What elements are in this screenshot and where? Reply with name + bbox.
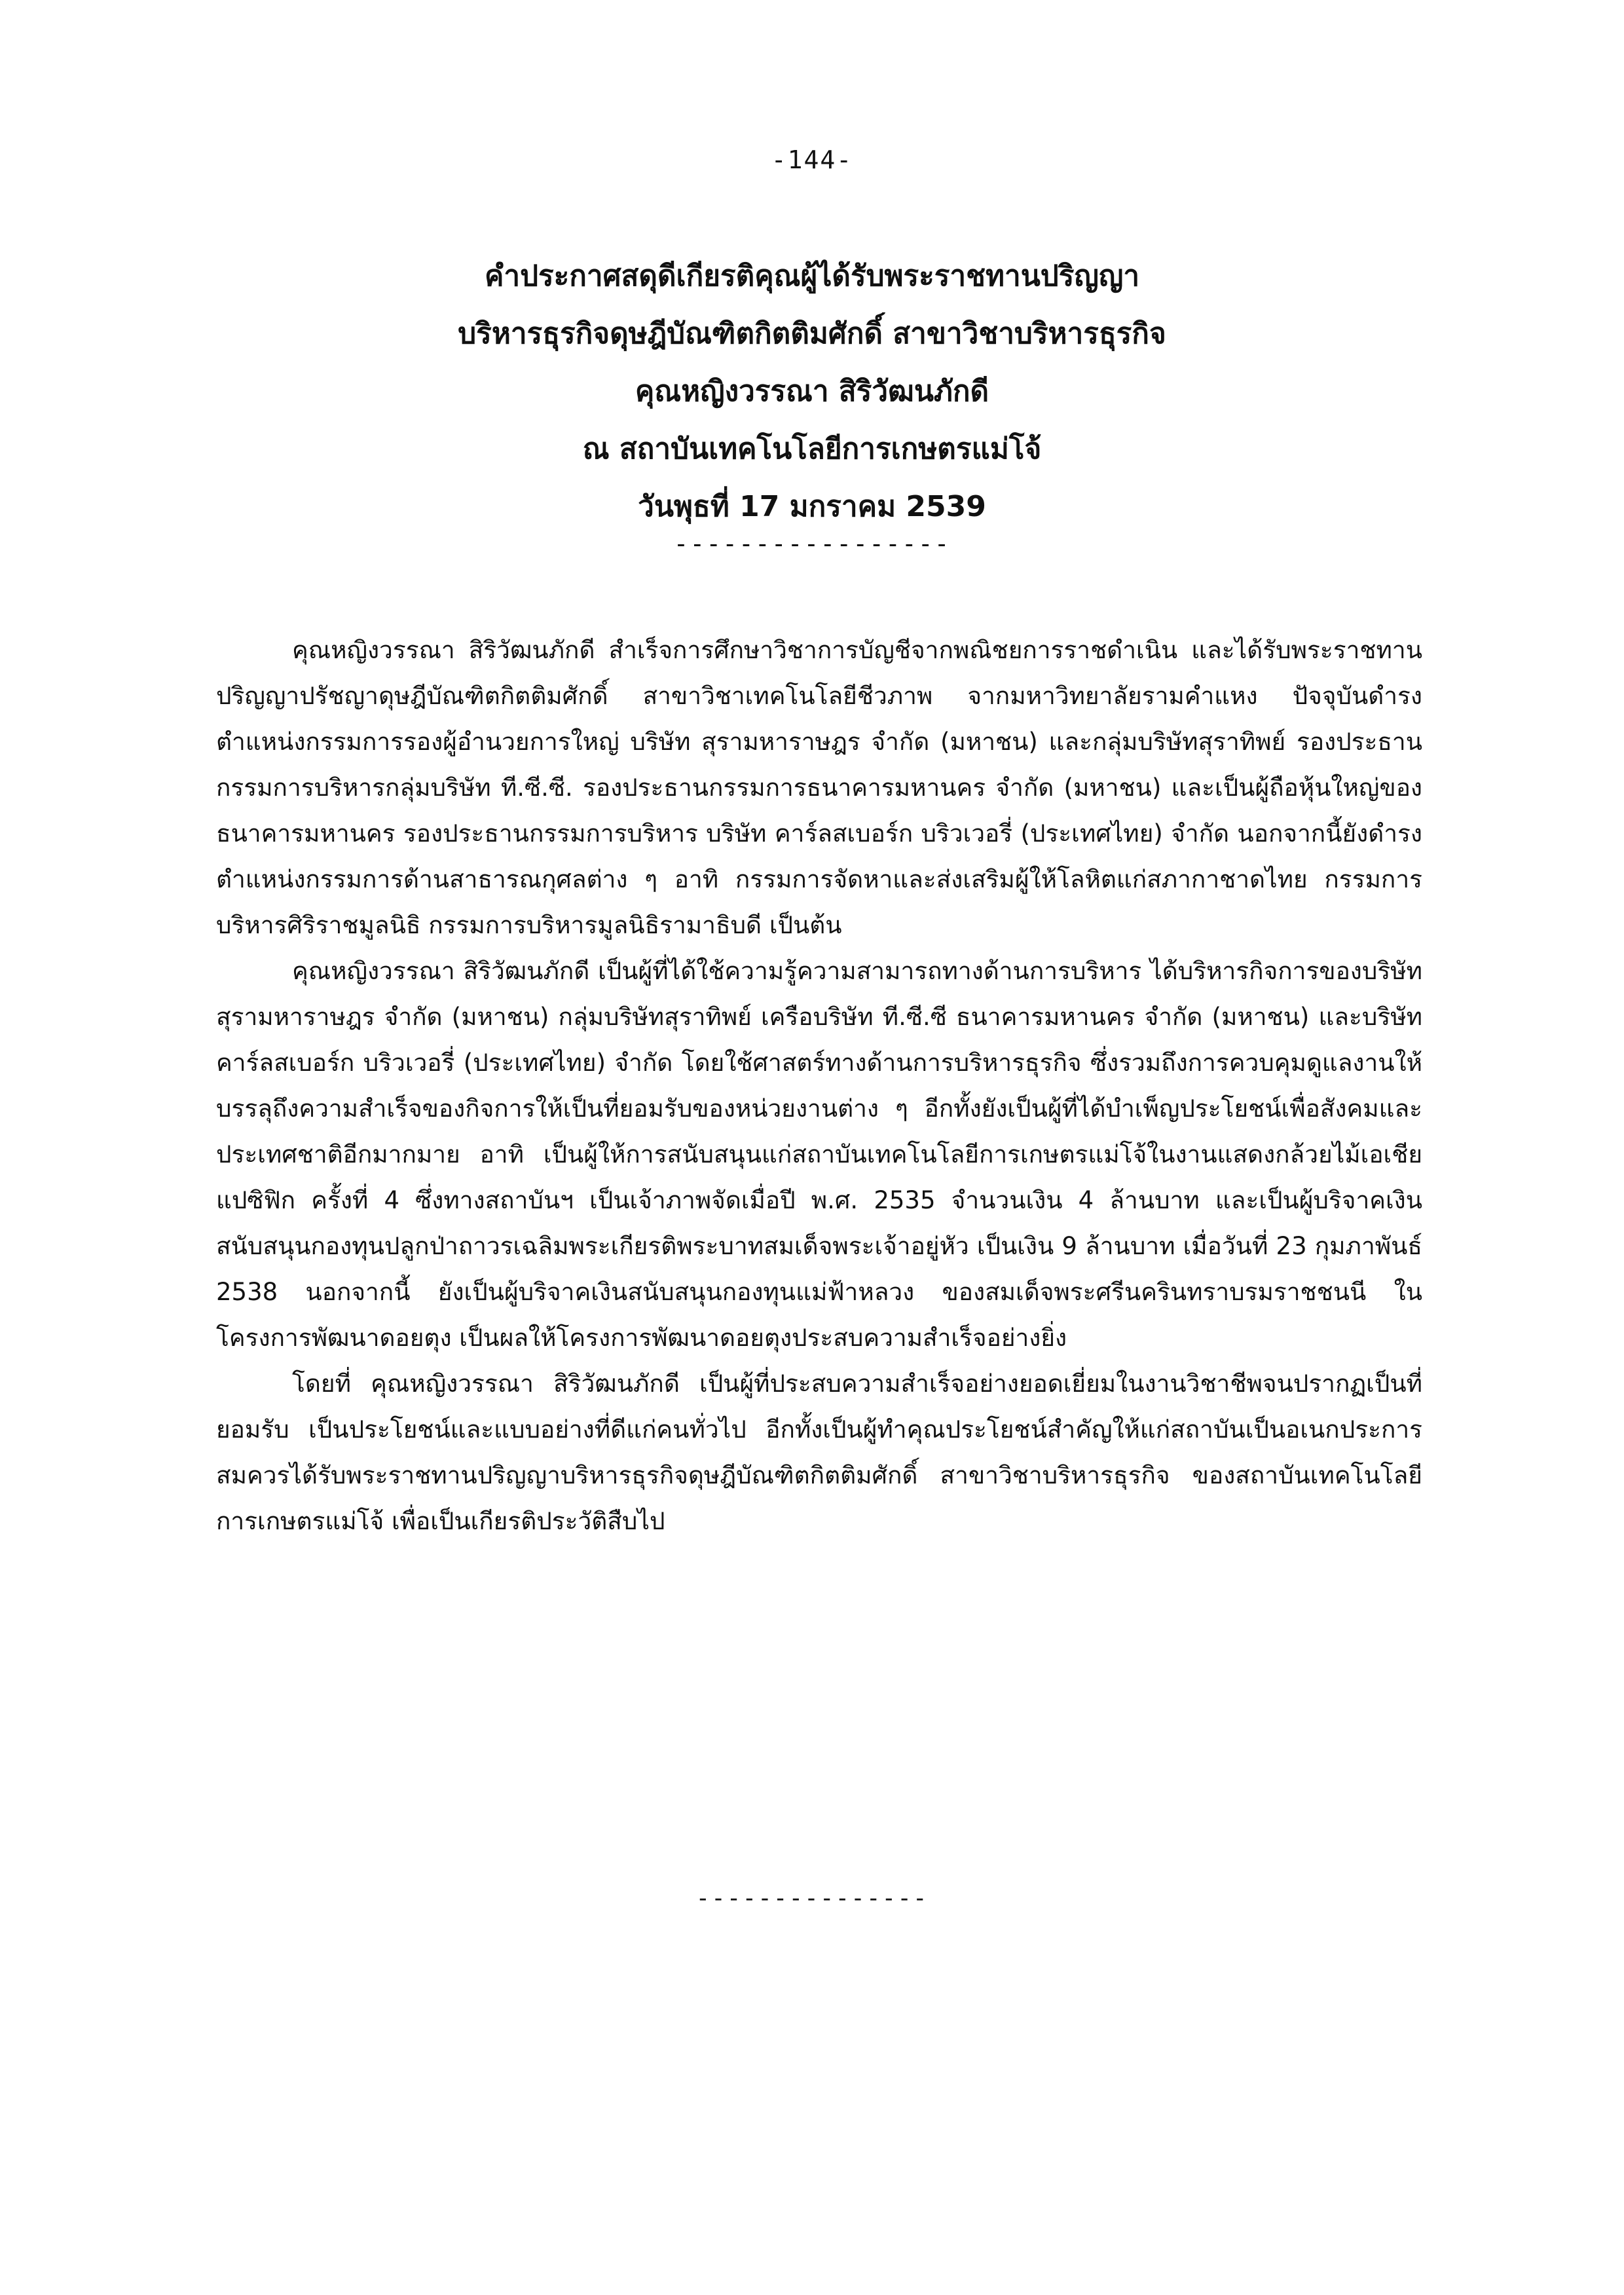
title-line-4: ณ สถาบันเทคโนโลยีการเกษตรแม่โจ้ <box>582 432 1042 466</box>
title-line-2: บริหารธุรกิจดุษฎีบัณฑิตกิตติมศักดิ์ สาขาวิชาบริหารธุรกิจ <box>458 317 1166 350</box>
title-line-5: วันพุธที่ 17 มกราคม 2539 <box>638 490 986 523</box>
paragraph-1: คุณหญิงวรรณา สิริวัฒนภักดี สำเร็จการศึกษาวิชาการบัญชีจากพณิชยการราชดำเนิน และได้รับพระราชทานปริญญาปรัชญาดุษฎีบัณฑิตกิตติมศักดิ์ สาขาวิชาเทคโนโลยีชีวภาพ จากมหาวิทยาลัยรามคำแหง ปัจจุบันดำรงตำแหน่งกรรมการรองผู้อำนวยการใหญ่ บริษัท สุรามหาราษฎร จำกัด (มหาชน) และกลุ่มบริษัทสุราทิพย์ รองประธานกรรมการบริหารกลุ่มบริษัท ที.ซี.ซี. รองประธานกรรมการธนาคารมหานคร จำกัด (มหาชน) และเป็นผู้ถือหุ้นใหญ่ของธนาคารมหานคร รองประธานกรรมการบริหาร บริษัท คาร์ลสเบอร์ก บริวเวอรี่ (ประเทศไทย) จำกัด นอกจากนี้ยังดำรงตำแหน่งกรรมการด้านสาธารณกุศลต่าง ๆ อาทิ กรรมการจัดหาและส่งเสริมผู้ให้โลหิตแก่สภากาชาดไทย กรรมการบริหารศิริราชมูลนิธิ กรรมการบริหารมูลนิธิรามาธิบดี เป็นต้น <box>216 636 1422 939</box>
footer-divider: --------------- <box>695 1885 929 1912</box>
title-line-1: คำประกาศสดุดีเกียรติคุณผู้ได้รับพระราชทานปริญญา <box>484 259 1140 293</box>
document-body <box>216 627 1422 1544</box>
paragraph-2: คุณหญิงวรรณา สิริวัฒนภักดี เป็นผู้ที่ได้ใช้ความรู้ความสามารถทางด้านการบริหาร ได้บริหารกิจการของบริษัท สุรามหาราษฎร จำกัด (มหาชน) กลุ่มบริษัทสุราทิพย์ เครือบริษัท ที.ซี.ซี ธนาคารมหานคร จำกัด (มหาชน) และบริษัท คาร์ลสเบอร์ก บริวเวอรี่ (ประเทศไทย) จำกัด โดยใช้ศาสตร์ทางด้านการบริหารธุรกิจ ซึ่งรวมถึงการควบคุมดูแลงานให้บรรลุถึงความสำเร็จของกิจการให้เป็นที่ยอมรับของหน่วยงานต่าง ๆ อีกทั้งยังเป็นผู้ที่ได้บำเพ็ญประโยชน์เพื่อสังคมและประเทศชาติอีกมากมาย อาทิ เป็นผู้ให้การสนับสนุนแก่สถาบันเทคโนโลยีการเกษตรแม่โจ้ในงานแสดงกล้วยไม้เอเชียแปซิฟิก ครั้งที่ 4 ซึ่งทางสถาบันฯ เป็นเจ้าภาพจัดเมื่อปี พ.ศ. 2535 จำนวนเงิน 4 ล้านบาท และเป็นผู้บริจาคเงินสนับสนุนกองทุนปลูกป่าถาวรเฉลิมพระเกียรติพระบาทสมเด็จพระเจ้าอยู่หัว เป็นเงิน 9 ล้านบาท เมื่อวันที่ 23 กุมภาพันธ์ 2538 นอกจากนี้ ยังเป็นผู้บริจาคเงินสนับสนุนกองทุนแม่ฟ้าหลวง ของสมเด็จพระศรีนครินทราบรมราชชนนี ในโครงการพัฒนาดอยตุง เป็นผลให้โครงการพัฒนาดอยตุงประสบความสำเร็จอย่างยิ่ง <box>216 957 1422 1352</box>
title-divider: ----------------- <box>673 529 951 558</box>
paragraph-3: โดยที่ คุณหญิงวรรณา สิริวัฒนภักดี เป็นผู้ที่ประสบความสำเร็จอย่างยอดเยี่ยมในงานวิชาชีพจนปรากฏเป็นที่ยอมรับ เป็นประโยชน์และแบบอย่างที่ดีแก่คนทั่วไป อีกทั้งเป็นผู้ทำคุณประโยชน์สำคัญให้แก่สถาบันเป็นอเนกประการ สมควรได้รับพระราชทานปริญญาบริหารธุรกิจดุษฎีบัณฑิตกิตติมศักดิ์ สาขาวิชาบริหารธุรกิจ ของสถาบันเทคโนโลยีการเกษตรแม่โจ้ เพื่อเป็นเกียรติประวัติสืบไป <box>216 1370 1422 1535</box>
page-number: -144- <box>771 145 853 174</box>
title-line-3: คุณหญิงวรรณา สิริวัฒนภักดี <box>635 375 989 408</box>
document-title <box>0 248 1624 536</box>
